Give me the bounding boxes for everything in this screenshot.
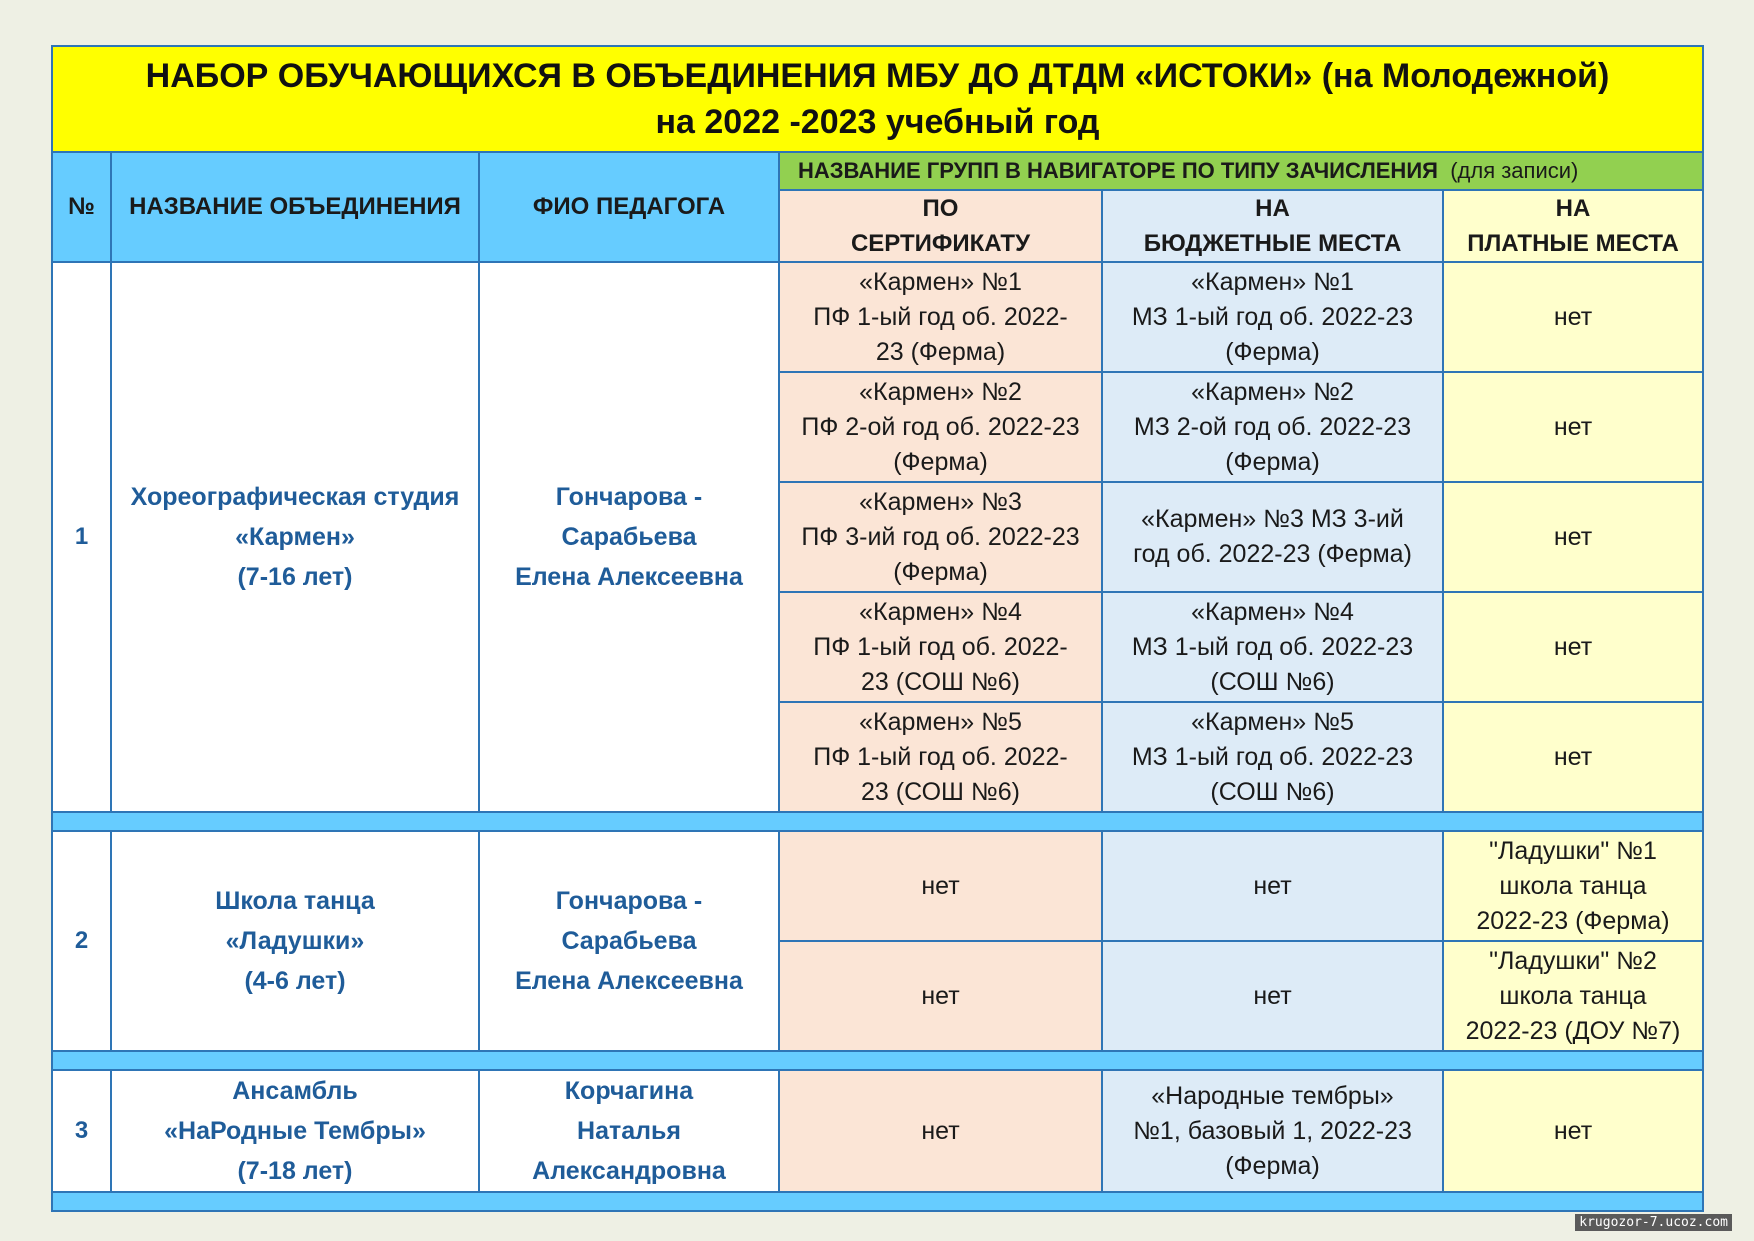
group-cert-line: «Кармен» №5 (859, 707, 1022, 736)
group-budget-line: МЗ 1-ый год об. 2022-23 (1131, 302, 1414, 331)
group-budget-line: МЗ 2-ой год об. 2022-23 (1133, 412, 1412, 441)
table-row (52, 262, 1703, 372)
title-line-1: НАБОР ОБУЧАЮЩИХСЯ В ОБЪЕДИНЕНИЯ МБУ ДО ДТДМ «ИСТОКИ» (на Молодежной) (145, 57, 1610, 95)
header-groups (779, 152, 1703, 190)
table-row (52, 1070, 1703, 1192)
group-paid (1443, 482, 1703, 592)
group-cert-line: ПФ 1-ый год об. 2022- (813, 302, 1068, 331)
association-name-line: Ансамбль (232, 1077, 358, 1105)
header-groups-main: НАЗВАНИЕ ГРУПП В НАВИГАТОРЕ ПО ТИПУ ЗАЧИСЛЕНИЯ (798, 158, 1438, 183)
group-cert-line: «Кармен» №4 (859, 597, 1022, 626)
teacher-name-line: Елена Алексеевна (515, 563, 743, 591)
section-separator (52, 1192, 1703, 1211)
group-cert-line: «Кармен» №3 (859, 487, 1022, 516)
separator-cell (52, 1051, 1703, 1070)
group-budget-line: нет (1253, 981, 1292, 1010)
group-cert-line: «Кармен» №2 (859, 377, 1022, 406)
group-budget-line: (СОШ №6) (1210, 777, 1335, 806)
row-number: 1 (52, 262, 111, 812)
group-paid-line: нет (1553, 1116, 1593, 1145)
teacher-name-line: Александровна (532, 1157, 726, 1185)
group-cert-line: ПФ 1-ый год об. 2022- (813, 632, 1068, 661)
group-paid-line: школа танца (1499, 871, 1647, 900)
group-cert-line: нет (921, 871, 960, 900)
group-budget-line: (Ферма) (1225, 1151, 1320, 1180)
group-cert (779, 831, 1102, 941)
group-paid (1443, 372, 1703, 482)
teacher-name-line: Сарабьева (561, 927, 697, 955)
association-name-line: Хореографическая студия (130, 483, 460, 511)
group-cert-line: 23 (СОШ №6) (861, 667, 1020, 696)
group-cert-line: нет (921, 1116, 960, 1145)
teacher-name (479, 1070, 779, 1192)
row-number: 3 (52, 1070, 111, 1192)
group-budget-line: нет (1253, 871, 1292, 900)
group-cert-line: 23 (СОШ №6) (861, 777, 1020, 806)
table-row (52, 831, 1703, 941)
group-cert (779, 372, 1102, 482)
group-budget (1102, 262, 1443, 372)
group-paid (1443, 831, 1703, 941)
group-paid-line: 2022-23 (ДОУ №7) (1465, 1016, 1681, 1045)
group-cert (779, 262, 1102, 372)
teacher-name-line: Гончарова - (555, 887, 703, 915)
group-budget-line: МЗ 1-ый год об. 2022-23 (1131, 632, 1414, 661)
group-cert (779, 592, 1102, 702)
group-cert-line: ПФ 2-ой год об. 2022-23 (801, 412, 1080, 441)
group-paid (1443, 592, 1703, 702)
association-name-line: Школа танца (215, 887, 375, 915)
group-budget-line: «Кармен» №1 (1191, 267, 1354, 296)
header-paid-line: НА (1555, 195, 1591, 222)
page-title (52, 46, 1703, 152)
header-budget-line: БЮДЖЕТНЫЕ МЕСТА (1143, 230, 1402, 257)
header-paid (1443, 190, 1703, 262)
group-cert (779, 1070, 1102, 1192)
group-paid-line: "Ладушки" №2 (1489, 946, 1657, 975)
association-name-line: «НаРодные Тембры» (164, 1117, 426, 1145)
group-cert-line: ПФ 3-ий год об. 2022-23 (801, 522, 1080, 551)
group-budget (1102, 831, 1443, 941)
group-paid-line: нет (1553, 522, 1593, 551)
group-paid (1443, 702, 1703, 812)
group-budget-line: «Кармен» №2 (1191, 377, 1354, 406)
group-paid-line: нет (1553, 742, 1593, 771)
group-budget-line: «Кармен» №5 (1191, 707, 1354, 736)
teacher-name-line: Наталья (577, 1117, 681, 1145)
header-cert-line: СЕРТИФИКАТУ (850, 230, 1031, 257)
group-cert-line: «Кармен» №1 (859, 267, 1022, 296)
group-paid-line: школа танца (1499, 981, 1647, 1010)
group-budget (1102, 372, 1443, 482)
group-budget-line: МЗ 1-ый год об. 2022-23 (1131, 742, 1414, 771)
association-name (111, 1070, 479, 1192)
watermark: krugozor-7.ucoz.com (1575, 1214, 1732, 1231)
group-budget (1102, 1070, 1443, 1192)
header-paid-line: ПЛАТНЫЕ МЕСТА (1467, 230, 1679, 257)
header-teacher: ФИО ПЕДАГОГА (479, 152, 779, 262)
group-budget (1102, 592, 1443, 702)
teacher-name-line: Елена Алексеевна (515, 967, 743, 995)
group-cert-line: (Ферма) (893, 447, 988, 476)
group-cert-line: 23 (Ферма) (875, 337, 1006, 366)
association-name (111, 262, 479, 812)
teacher-name (479, 262, 779, 812)
group-paid-line: нет (1553, 412, 1593, 441)
group-budget-line: (Ферма) (1225, 337, 1320, 366)
group-paid-line: 2022-23 (Ферма) (1476, 906, 1670, 935)
association-name-line: «Кармен» (235, 523, 355, 551)
header-cert-line: ПО (922, 195, 959, 222)
association-name-line: (7-18 лет) (237, 1157, 353, 1185)
group-paid-line: "Ладушки" №1 (1489, 836, 1657, 865)
header-num: № (52, 152, 111, 262)
teacher-name-line: Корчагина (564, 1077, 694, 1105)
group-budget-line: «Кармен» №4 (1191, 597, 1354, 626)
group-cert-line: ПФ 1-ый год об. 2022- (813, 742, 1068, 771)
group-cert-line: нет (921, 981, 960, 1010)
association-name (111, 831, 479, 1051)
header-cert (779, 190, 1102, 262)
group-paid (1443, 262, 1703, 372)
header-budget (1102, 190, 1443, 262)
header-groups-note: (для записи) (1450, 158, 1579, 183)
group-budget (1102, 702, 1443, 812)
section-separator (52, 812, 1703, 831)
group-budget-line: (СОШ №6) (1210, 667, 1335, 696)
group-cert-line: (Ферма) (893, 557, 988, 586)
title-line-2: на 2022 -2023 учебный год (655, 103, 1100, 141)
separator-cell (52, 812, 1703, 831)
group-paid (1443, 1070, 1703, 1192)
teacher-name-line: Сарабьева (561, 523, 697, 551)
section-separator (52, 1051, 1703, 1070)
group-budget-line: «Кармен» №3 МЗ 3-ий (1141, 505, 1404, 533)
group-budget-line: (Ферма) (1225, 447, 1320, 476)
association-name-line: (4-6 лет) (244, 967, 346, 995)
group-budget-line: «Народные тембры» (1151, 1081, 1394, 1110)
group-paid-line: нет (1553, 302, 1593, 331)
group-budget-line: №1, базовый 1, 2022-23 (1133, 1116, 1412, 1145)
group-paid (1443, 941, 1703, 1051)
separator-cell (52, 1192, 1703, 1211)
header-name: НАЗВАНИЕ ОБЪЕДИНЕНИЯ (111, 152, 479, 262)
teacher-name (479, 831, 779, 1051)
group-cert (779, 482, 1102, 592)
group-paid-line: нет (1553, 632, 1593, 661)
group-budget (1102, 941, 1443, 1051)
group-budget-line: год об. 2022-23 (Ферма) (1133, 540, 1412, 568)
association-name-line: (7-16 лет) (237, 563, 353, 591)
row-number: 2 (52, 831, 111, 1051)
header-budget-line: НА (1255, 195, 1290, 222)
group-cert (779, 941, 1102, 1051)
teacher-name-line: Гончарова - (555, 483, 703, 511)
group-budget (1102, 482, 1443, 592)
association-name-line: «Ладушки» (225, 927, 365, 955)
enrollment-table (51, 45, 1704, 1212)
group-cert (779, 702, 1102, 812)
